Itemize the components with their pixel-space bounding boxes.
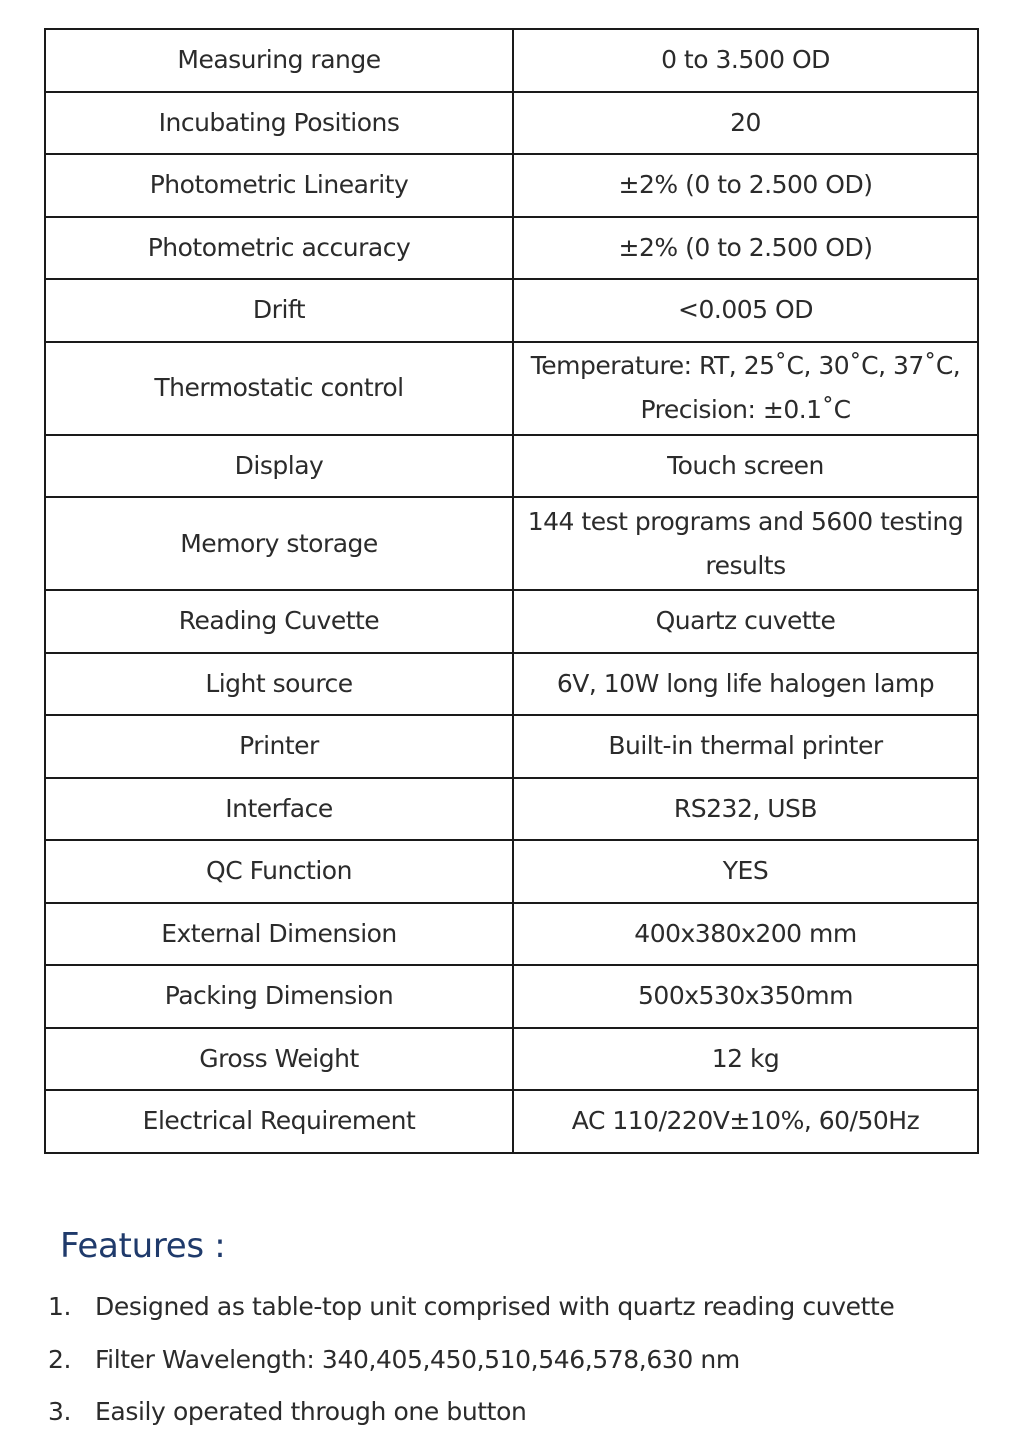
list-item-number: 2. [47, 1344, 71, 1374]
spec-label: Incubating Positions [45, 92, 513, 155]
spec-value: 144 test programs and 5600 testing results [513, 497, 978, 590]
list-item-text: Easily operated through one button [95, 1397, 527, 1426]
spec-label: Packing Dimension [45, 965, 513, 1028]
spec-value: YES [513, 840, 978, 903]
table-row [45, 497, 978, 590]
spec-label: Thermostatic control [45, 342, 513, 435]
table-row [45, 92, 978, 155]
table-row [45, 342, 978, 435]
spec-value: <0.005 OD [513, 279, 978, 342]
spec-value: 0 to 3.500 OD [513, 29, 978, 92]
spec-value: Quartz cuvette [513, 590, 978, 653]
table-row [45, 1028, 978, 1091]
spec-label: QC Function [45, 840, 513, 903]
list-item-text: Designed as table-top unit comprised with quartz reading cuvette [95, 1292, 895, 1321]
spec-label: Interface [45, 778, 513, 841]
spec-value: ±2% (0 to 2.500 OD) [513, 154, 978, 217]
list-item-number: 3. [47, 1397, 71, 1426]
spec-value: 12 kg [513, 1028, 978, 1091]
spec-label: Printer [45, 715, 513, 778]
table-row [45, 435, 978, 498]
table-row [45, 29, 978, 92]
table-row [45, 903, 978, 966]
spec-label: External Dimension [45, 903, 513, 966]
spec-label: Reading Cuvette [45, 590, 513, 653]
spec-label: Photometric accuracy [45, 217, 513, 280]
spec-value: ±2% (0 to 2.500 OD) [513, 217, 978, 280]
list-item-text: Filter Wavelength: 340,405,450,510,546,578,630 nm [95, 1344, 740, 1374]
features-list [0, 1284, 1024, 1442]
spec-label: Display [45, 435, 513, 498]
list-item [0, 1337, 1024, 1390]
table-row [45, 279, 978, 342]
spec-value: Temperature: RT, 25˚C, 30˚C, 37˚C, Precision: ±0.1˚C [513, 342, 978, 435]
spec-label: Photometric Linearity [45, 154, 513, 217]
table-row [45, 1090, 978, 1153]
list-item-number: 1. [47, 1292, 71, 1321]
spec-value: Touch screen [513, 435, 978, 498]
table-row [45, 154, 978, 217]
spec-value: 6V, 10W long life halogen lamp [513, 653, 978, 716]
spec-value: RS232, USB [513, 778, 978, 841]
spec-value: 400x380x200 mm [513, 903, 978, 966]
table-row [45, 590, 978, 653]
spec-table [44, 28, 979, 1154]
spec-label: Electrical Requirement [45, 1090, 513, 1153]
list-item [0, 1284, 1024, 1337]
spec-label: Gross Weight [45, 1028, 513, 1091]
list-item [0, 1389, 1024, 1442]
spec-value: AC 110/220V±10%, 60/50Hz [513, 1090, 978, 1153]
table-row [45, 715, 978, 778]
spec-value: Built-in thermal printer [513, 715, 978, 778]
table-row [45, 653, 978, 716]
spec-value: 20 [513, 92, 978, 155]
spec-label: Light source [45, 653, 513, 716]
spec-label: Memory storage [45, 497, 513, 590]
table-row [45, 840, 978, 903]
table-row [45, 965, 978, 1028]
spec-label: Measuring range [45, 29, 513, 92]
features-heading: Features : [60, 1226, 226, 1266]
table-row [45, 778, 978, 841]
spec-label: Drift [45, 279, 513, 342]
table-row [45, 217, 978, 280]
spec-value: 500x530x350mm [513, 965, 978, 1028]
